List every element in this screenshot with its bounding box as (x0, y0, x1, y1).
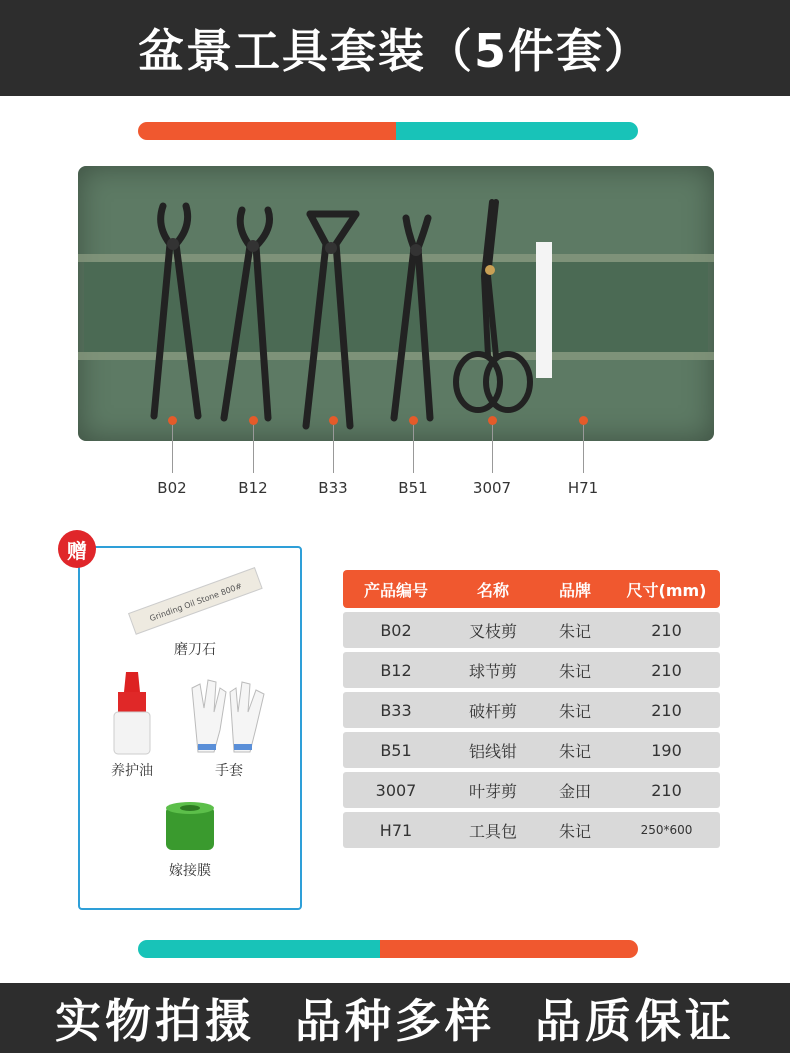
header-cell: 名称 (476, 580, 509, 600)
tool-roll-photo (78, 166, 714, 441)
tools-illustration (78, 166, 714, 441)
spec-table (343, 570, 720, 848)
callout-h71 (563, 416, 603, 497)
footer-bar (0, 983, 790, 1053)
table-cell: 朱记 (558, 821, 591, 841)
table-cell: 210 (651, 620, 682, 640)
gift-item-oil (100, 670, 164, 780)
callout-label: B02 (157, 479, 187, 497)
callout-b51 (393, 416, 433, 497)
table-cell: 朱记 (558, 701, 591, 721)
gift-item-gloves (186, 678, 272, 780)
header-cell: 尺寸(mm) (626, 580, 707, 600)
gift-badge: 赠 (58, 530, 96, 568)
table-header (343, 570, 720, 608)
stone-text: Grinding Oil Stone 800# (148, 581, 244, 624)
table-cell: 250*600 (640, 823, 693, 837)
gift-label: 养护油 (111, 763, 153, 779)
callout-label: B33 (318, 479, 348, 497)
table-row (343, 772, 720, 808)
gift-label: 嫁接膜 (169, 863, 211, 879)
table-cell: B33 (380, 700, 412, 720)
top-divider-bar (138, 122, 638, 140)
callout-b33 (313, 416, 353, 497)
table-row (343, 692, 720, 728)
gift-label: 手套 (215, 763, 243, 779)
gift-item-stone (120, 565, 270, 659)
table-row (343, 612, 720, 648)
callout-label: 3007 (472, 479, 512, 497)
callout-label: B12 (238, 479, 268, 497)
grinding-stone-icon (120, 565, 270, 635)
callout-3007 (472, 416, 512, 497)
gloves-icon (186, 678, 272, 756)
table-cell: 叉枝剪 (468, 621, 517, 641)
table-cell: B12 (380, 660, 412, 680)
header-bar (0, 0, 790, 96)
table-cell: 铝线钳 (468, 741, 517, 761)
table-cell: 190 (651, 740, 682, 760)
header-cell: 产品编号 (363, 580, 428, 600)
gift-item-tape (150, 800, 230, 880)
table-cell: 金田 (558, 781, 591, 801)
sharpening-stick-icon (536, 242, 552, 378)
table-cell: 210 (651, 780, 682, 800)
knob-cutter-b12-icon (224, 210, 270, 418)
table-cell: 工具包 (468, 821, 517, 841)
grafting-tape-icon (150, 800, 230, 856)
table-cell: 3007 (375, 780, 417, 800)
table-cell: B02 (380, 620, 412, 640)
footer-slogan: 实物拍摄 品种多样 品质保证 (54, 994, 736, 1048)
gift-label: 磨刀石 (174, 642, 216, 658)
trunk-splitter-b33-icon (306, 214, 356, 426)
callout-label: H71 (567, 479, 599, 497)
table-cell: 破杆剪 (468, 701, 517, 721)
concave-cutter-b02-icon (154, 206, 198, 416)
table-cell: 210 (651, 660, 682, 680)
table-cell: 叶芽剪 (468, 781, 517, 801)
table-row (343, 652, 720, 688)
header-cell: 品牌 (558, 580, 591, 600)
wire-cutter-b51-icon (394, 218, 430, 418)
table-cell: B51 (380, 740, 412, 760)
scissors-3007-icon (456, 202, 530, 410)
table-cell: 210 (651, 700, 682, 720)
page-title: 盆景工具套装（5件套） (137, 24, 652, 78)
table-cell: 朱记 (558, 741, 591, 761)
table-cell: 朱记 (558, 621, 591, 641)
callout-b02 (152, 416, 192, 497)
callout-b12 (233, 416, 273, 497)
bottom-divider-bar (138, 940, 638, 958)
oil-bottle-icon (100, 670, 164, 756)
table-cell: H71 (379, 820, 413, 840)
table-cell: 朱记 (558, 661, 591, 681)
table-cell: 球节剪 (468, 661, 517, 681)
table-row (343, 732, 720, 768)
callout-label: B51 (398, 479, 428, 497)
table-row (343, 812, 720, 848)
